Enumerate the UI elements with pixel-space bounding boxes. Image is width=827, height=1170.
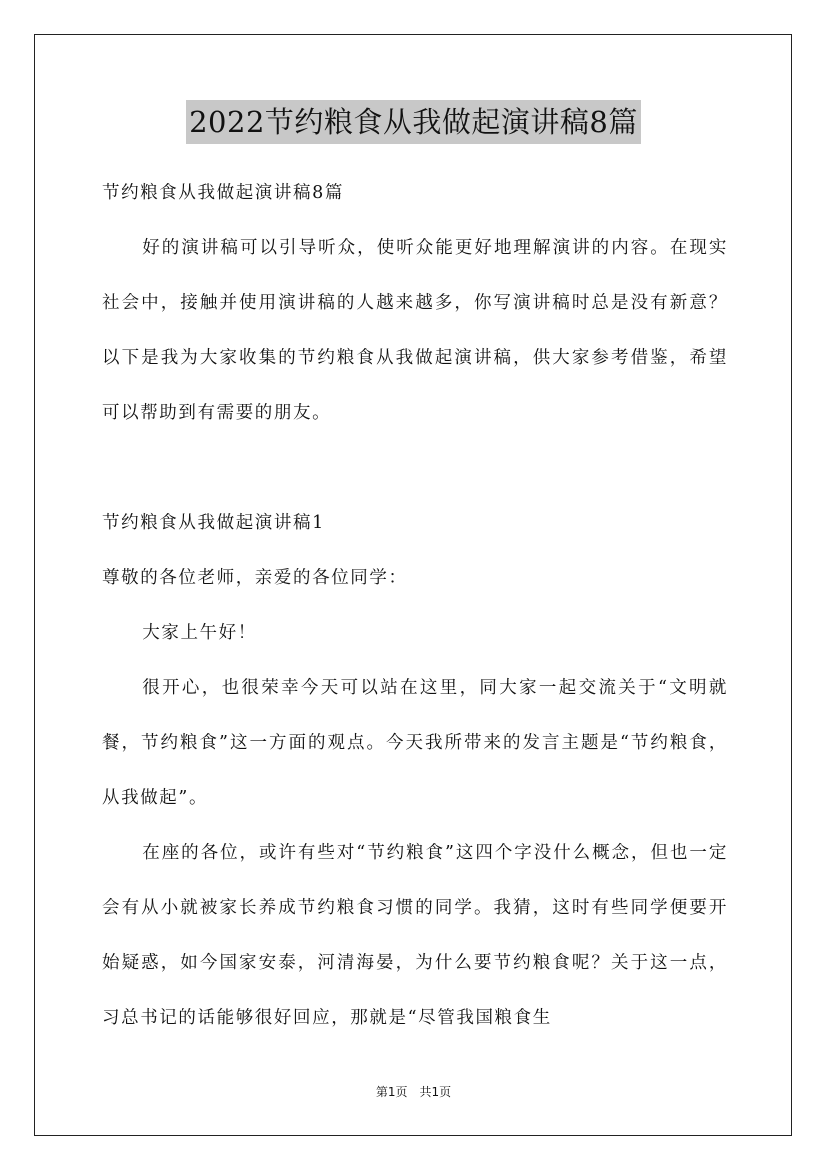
salutation: 尊敬的各位老师，亲爱的各位同学：: [102, 568, 408, 588]
section-heading: 节约粮食从我做起演讲稿1: [102, 513, 325, 533]
page-footer: [0, 1083, 827, 1101]
paragraph-spacer: [102, 441, 728, 496]
title-container: [0, 100, 827, 144]
page-number: 第1页: [375, 1085, 408, 1099]
document-subtitle: 节约粮食从我做起演讲稿8篇: [102, 183, 344, 203]
body-paragraph-1: 很开心，也很荣幸今天可以站在这里，同大家一起交流关于“文明就餐，节约粮食”这一方面的观点。今天我所带来的发言主题是“节约粮食，从我做起”。: [102, 678, 728, 808]
document-body: [102, 166, 728, 1046]
intro-paragraph: 好的演讲稿可以引导听众，使听众能更好地理解演讲的内容。在现实社会中，接触并使用演讲稿的人越来越多，你写演讲稿时总是没有新意？以下是我为大家收集的节约粮食从我做起演讲稿，供大家参考借鉴，希望可以帮助到有需要的朋友。: [102, 238, 728, 423]
page-total: 共1页: [419, 1085, 452, 1099]
document-title: 2022节约粮食从我做起演讲稿8篇: [186, 100, 641, 144]
greeting: 大家上午好！: [142, 623, 257, 643]
body-paragraph-2: 在座的各位，或许有些对“节约粮食”这四个字没什么概念，但也一定会有从小就被家长养成节约粮食习惯的同学。我猜，这时有些同学便要开始疑惑，如今国家安泰，河清海晏，为什么要节约粮食呢？关于这一点，习总书记的话能够很好回应，那就是“尽管我国粮食生: [102, 843, 728, 1028]
